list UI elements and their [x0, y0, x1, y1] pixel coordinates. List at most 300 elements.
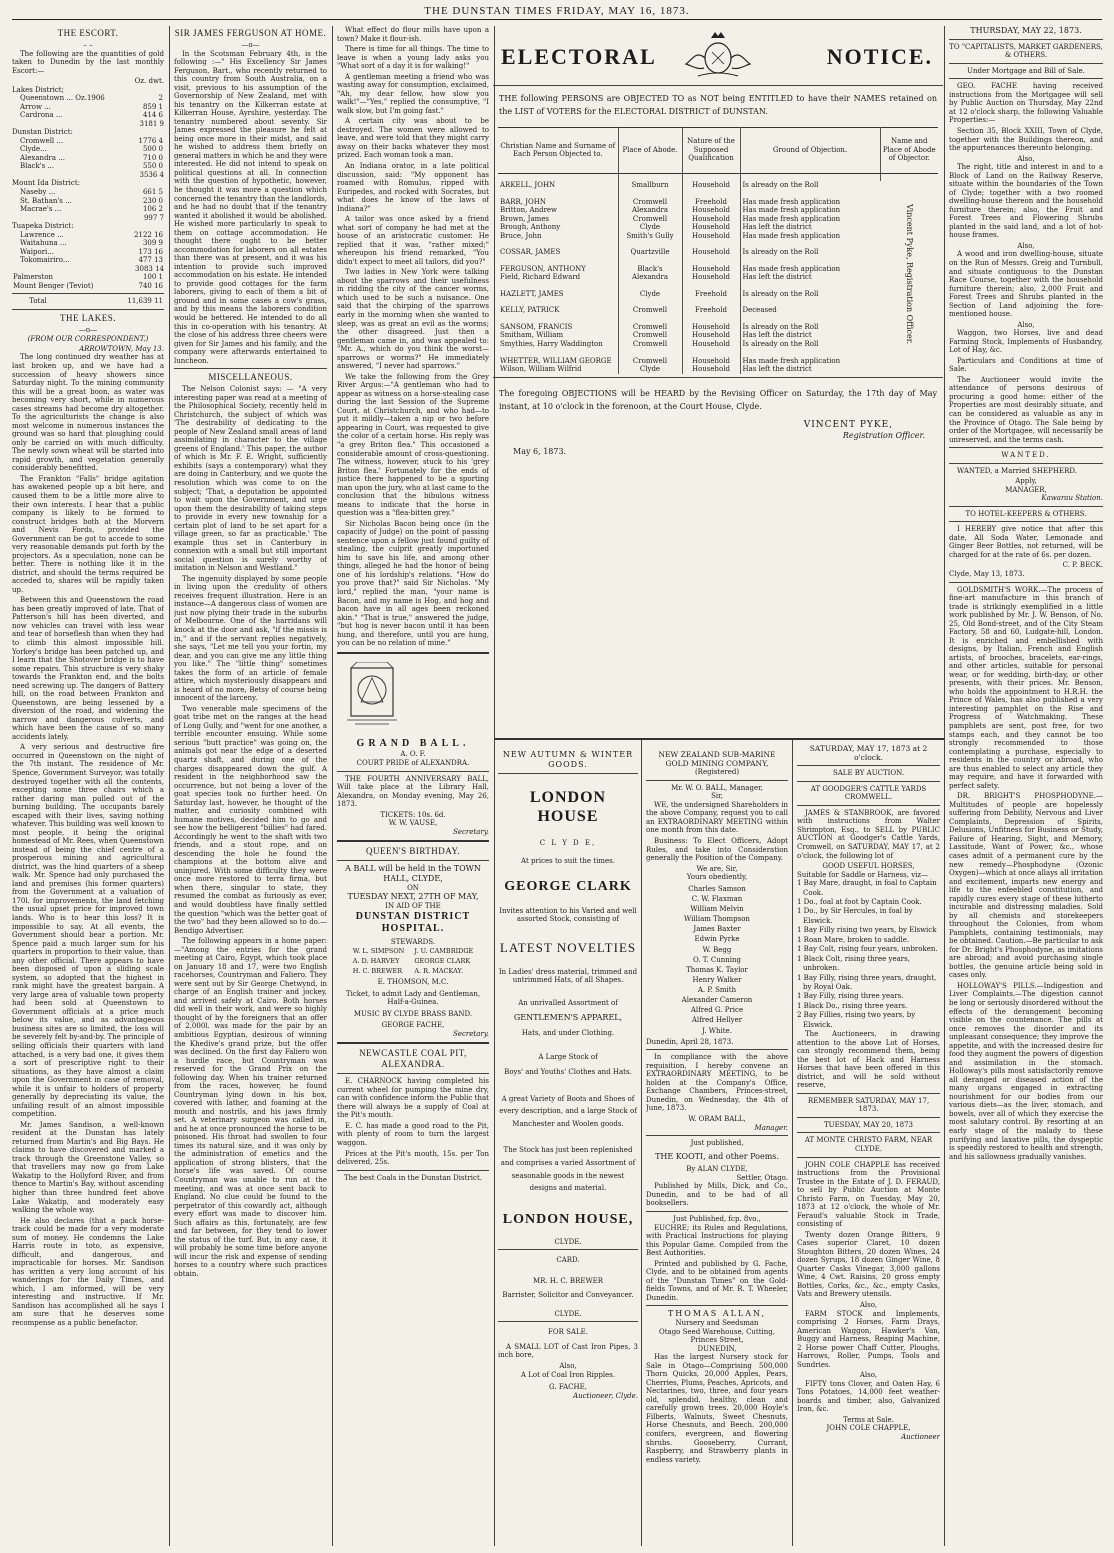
escort-place: Alexandra ...	[20, 153, 65, 162]
objected-name: WHETTER, WILLIAM GEORGE	[498, 357, 618, 366]
also: Also,	[1017, 241, 1035, 250]
farm-stock: FARM STOCK and Implements, comprising 2 Horses, Farm Drays, American Waggon, Hawker's Van, Buggy and Harness, Reaping Machine, 2 Horse power Chaff Cutter, Ploughs, Harrows, Roller, Pumps, Tools and Sundries.	[797, 1309, 940, 1369]
registered: (Registered)	[694, 768, 740, 777]
table-row	[498, 215, 938, 224]
manager: MANAGER,	[1005, 485, 1047, 494]
clyde: C L Y D E,	[539, 838, 597, 847]
objected-name: Brough, Anthony	[498, 223, 618, 232]
just-published: Just published,	[690, 1139, 744, 1148]
shepherd: WANTED, a Married SHEPHERD.	[957, 466, 1077, 475]
fache-text: GEO. FACHE having received instructions from the Mortgagee will sell by Public Auction on Thursday, May 22nd at 12 o'clock sharp, the following Valuable Properties:—	[949, 82, 1103, 125]
qb-date: TUESDAY NEXT, 27TH OF MAY,	[347, 892, 479, 902]
divider	[337, 1073, 489, 1074]
dunedin: DUNEDIN,	[697, 1344, 737, 1353]
divider	[12, 293, 164, 294]
qualification: Household	[682, 265, 740, 274]
table-row	[498, 340, 938, 349]
manager: Manager.	[754, 1123, 788, 1132]
saturday-title: SATURDAY, MAY 17, 1873 at 2 o'clock.	[809, 744, 928, 763]
qualification: Household	[682, 340, 740, 349]
also: Also,	[1017, 154, 1035, 163]
ground: Has left the district	[742, 223, 812, 232]
objected-name: COSSAR, JAMES	[498, 248, 618, 257]
masthead-rule	[12, 19, 1102, 20]
escort-place: St. Bathan's ...	[20, 196, 72, 205]
article-paragraph: The ingenuity displayed by some people in living upon the credulity of others receives frequent illustration. Here is an instance—A dangerous class of women are just now plying their trade in the suburbs of Melbourne. One of the harridans will knock at the door and ask, "if the missis is in," and if the servant replies negatively, she says, "Let me tell you your fortin, my dear, and you can give me any little thing you like." The "little thing" sometimes takes the form of an article of female attire, which mysteriously disappears and is heard of no more, Betsy of course being innocent of the larceny.	[174, 574, 327, 703]
article-paragraph: He also declares (that a pack horse-track could be made for a very moderate sum of money. He condemns the Lake Harris route in toto, as expensive, difficult, and dangerous, and impracticable for horses. Mr. Sandison has written a very long account of his wanderings for the Daily Times, and which, I am informed, will be very interesting and instructive. If Mr. Sandison has accomplished all he says I am sure that he deserves some recompense as a public benefactor.	[12, 1216, 164, 1327]
good-horses: GOOD USEFUL HORSES,	[822, 862, 915, 871]
escort-value: 2	[158, 94, 163, 103]
list-item: 1 Black Colt, rising three years, unbroken.	[797, 954, 910, 973]
shareholder-list	[646, 884, 788, 1036]
divider	[949, 63, 1103, 64]
col-header-objector: Name and Place of Abode of Objector.	[880, 127, 938, 173]
ground: Has made fresh application	[742, 197, 841, 206]
escort-value: 710 0	[142, 153, 163, 162]
qualification: Freehold	[682, 198, 740, 207]
abode: Clyde	[618, 290, 682, 299]
chapple-text: JOHN COLE CHAPPLE has received instructions from the Provisional Trustee in the Estate of J. D. FERAUD, to sell by Public Auction at Monte Christo Farm, on Tuesday, May 20, 1873 at 12 o'clock, the whole of Mr. Feraud's valuable Stock in Trade, consisting of	[797, 1160, 940, 1229]
fache: G. FACHE,	[549, 1383, 587, 1392]
article-paragraph: The Nelson Colonist says: — "A very interesting paper was read at a meeting of the Philosophical Society, recently held in Christchurch, the subject of which was 'The desirability of dedicating to the people of New Zealand small areas of land assimilating in character to the village greens of England.' This paper, the author of which is Mr. F. E. Wright, sufficiently exhibits (says a contemporary) what they are doing in Canterbury, and we quote the resolution which was come to on the subject; 'That, a deputation be appointed to wait upon the Government, and urge upon them the desirability of taking steps to provide in every new township for a certain plot of land to be set apart for a village green, so far as practicable.' The example thus set in Canterbury in connexion with a small but still important social question is surely worthy of imitation in Nelson and Westland."	[174, 385, 327, 573]
col-header-name: Christian Name and Surname of Each Person Objected to.	[498, 127, 618, 173]
objected-name: HAZLETT, JAMES	[498, 290, 618, 299]
divider	[337, 1170, 489, 1171]
qualification: Freehold	[682, 290, 740, 299]
table-row	[498, 290, 938, 299]
list-item: 1 Bay Filly, rising three years.	[797, 992, 904, 1001]
george-clark: GEORGE CLARK	[504, 878, 632, 894]
article-paragraph: In the Scotsman February 4th, is the following :—" His Excellency Sir James Ferguson, Bart., who recently returned to this country from South Australia, on a visit, previous to his assumption of the Governorship of New Zealand, met with his tenantry on the Kilkerran estate at Kilkerran House, Ayrshire, yesterday. The tenantry numbered about seventy. Sir James expressed the pleasure he felt at being once more in their midst, and said he wished to address them briefly on general matters in which he and they were interested. He did not intend to speak on political questions at all. In connection with the question of hypothetic, however, he thought it was more a question which concerned the tenantry than the landlords, and he had no doubt that if the tenantry wanted it abolished it would be abolished. He wished more particularly to speak to them on cottage accommodation. He thought there ought to be better accommodation for laborers on all estates than there was at present, and it was his intention to provide such improved accommodation on his estate. He intended to provide good cottages for the farm laborers, giving to each of them a bit of ground and in some cases a cow's grass, and by this means the laborers condition would be bettered. He intended to do all this in co-operation with his tenantry. At the close of his address three cheers were given for Sir James and his family, and the company were afterwards entertained to luncheon.	[174, 49, 327, 365]
abode: Clyde	[618, 365, 682, 374]
qualification: Household	[682, 248, 740, 257]
objected-name: Smythies, Harry Waddington	[498, 340, 618, 349]
stock-list: Twenty dozen Orange Bitters, 9 Cases superior Claret, 10 dozen Stoughton Bitters, 20 dozen Wines, 24 dozen Syrups, 18 dozen Ginger Wine, 8 Quarter Casks Vinegar, 3,000 gallons Wine, 4 Cwt. Raisins, 20 gross empty Bottles, Corks, &c., &c., empty Casks, Vats and Brewery utensils.	[797, 1230, 940, 1299]
notice-signatory-title: Registration Officer.	[842, 430, 925, 440]
table-row	[12, 205, 164, 214]
escort-district: Tuapeka District:	[12, 222, 74, 231]
column-rule	[792, 740, 793, 1546]
escort-subtotal: 997 7	[143, 213, 164, 222]
qualification: Household	[682, 206, 740, 215]
column-rule	[332, 26, 333, 1546]
convene: In compliance with the above requisition, I hereby convene an EXTRAORDINARY MEETING, to be holden at the Company's Office, Exchange Chambers, Princes-street, Dunedin, on Wednesday, the 4th of June, 1873.	[646, 1053, 788, 1113]
station: Kawarau Station.	[1041, 494, 1103, 503]
escort-value: 106 2	[142, 205, 163, 214]
ground: Has left the district	[742, 331, 812, 340]
extra-value: 740 16	[138, 281, 163, 290]
qualification: Household	[682, 357, 740, 366]
addressee: Mr. W. O. BALL, Manager,	[671, 783, 763, 792]
steward: GEORGE CLARK	[414, 957, 471, 966]
qualification: Household	[682, 181, 740, 190]
divider	[493, 377, 943, 378]
escort-subtotal: 3083 14	[135, 264, 164, 273]
qb-aid: IN AID OF THE	[385, 901, 441, 910]
escort-value: 477 13	[138, 256, 163, 265]
divider	[797, 1093, 940, 1094]
prices: At prices to suit the times.	[521, 857, 615, 866]
list-item: 1 Bay Colt, rising four years, unbroken.	[797, 945, 938, 954]
article-paragraph: The long continued dry weather has at last broken up, and we have had a succession of heavy showers since Saturday night. To the mining community this will be a great boon, as water was becoming very short, while in numerous cases streams had become dry altogether. To the agriculturists the change is also most welcome in numerous instances the ground was so hard that ploughing could only be carried on with much difficulty. The newly sown wheat will be started into rapid growth, and vegetation generally considerably benefitted.	[12, 353, 164, 473]
brewer: MR. H. C. BREWER	[532, 1276, 604, 1285]
table-row	[498, 357, 938, 366]
col-header-ground: Ground of Objection.	[740, 127, 880, 173]
yours: Yours obediently,	[686, 873, 748, 882]
column-rule	[641, 740, 642, 1546]
ball-signature: W. ORAM BALL,	[688, 1115, 746, 1124]
table-row	[498, 198, 938, 207]
article-paragraph: There is time for all things. The time to leave is when a young lady asks you "What sort of a day it is for walking!"	[337, 45, 489, 71]
divider	[797, 1157, 940, 1158]
article-paragraph: The following appears in a home paper:—"Among the entries for the grand meeting at Cairo, Egypt, which took place on January 18 and 17, were two English racehorses, Countryman and Faliero. They were sent out by Sir George Chetwynd, in charge of an English trainer and jockey, and arrived safely at Cairo. Both horses did well in their work, and were so highly thought of by the foreigners that an offer of 2,000l. was made for the pair by an ambitious Egyptian, desirous of winning the Khedive's grand prize, but the offer was declined. On the first day Faliero won a hurdle race, but Countryman was reserved for the Grand Prix on the following day. When his trainer returned from the races, however, he found Countryman lying down in his box, covered with lather, and foaming at the mouth and nostrils, and his jaws firmly set. A veterinary surgeon was called in, and he at once pronounced the horse to be poisoned. His throat had swollen to four times its natural size, and it was only by the administration of emetics and the application of strong blisters, that the horse's life was saved. Of course Countryman was unable to run at the meeting, and was at once sent back to England. No clue could be found to the perpetrator of this cowardly act, although every effort was made to discover him. Such affairs as this, fortunately, are few and far between, for they tend to lower the status of the turf. But, in any case, it will probably be some time before anyone will incur the risk and expense of sending horses to a country where such practices obtain.	[174, 937, 327, 1278]
divider	[949, 506, 1103, 507]
qb-ticket: Ticket, to admit Lady and Gentleman, Half-a-Guinea.	[345, 989, 481, 1007]
table-row	[12, 188, 164, 197]
escort-group	[12, 231, 164, 265]
settler: Settler, Otago.	[736, 1173, 788, 1182]
beck: C. P. BECK.	[1062, 561, 1103, 570]
table-row	[12, 239, 164, 248]
mc: E. THOMSON, M.C.	[377, 978, 449, 987]
hay: FIFTY tons Clover, and Oaten Hay, 6 Tons Potatoes, 14,000 feet weather-boards and timber, also, Galvanized Iron, &c.	[797, 1379, 940, 1414]
abode: Smallburn	[618, 181, 682, 190]
divider	[12, 309, 164, 310]
shareholder-name: Thomas K. Taylor	[686, 965, 748, 974]
col-header-abode: Place of Abode.	[618, 127, 682, 173]
spacer-row	[498, 298, 938, 306]
escort-district: Mount Ida District:	[12, 179, 81, 188]
requisition: WE, the undersigned Shareholders in the above Company, request you to call an EXTRAORDINARY MEETING within one month from this date.	[646, 800, 788, 835]
escort-title: THE ESCORT.	[57, 28, 119, 38]
escort-value: 661 5	[142, 188, 163, 196]
escort-subtotal: 3181 9	[139, 119, 164, 128]
escort-place: Tokomairiro...	[20, 256, 70, 265]
escort-value: 500 0	[142, 145, 163, 154]
escort-value: 2122 16	[134, 230, 163, 239]
euchre: EUCHRE; its Rules and Regulations, with Practical Instructions for playing this Popular Game. Compiled from the Best Authorities.	[646, 1223, 788, 1258]
divider	[949, 447, 1103, 448]
divider	[493, 85, 943, 86]
table-row	[498, 331, 938, 340]
spacer-row	[498, 190, 938, 198]
escort-place: Arrow ...	[20, 102, 51, 111]
escort-total	[12, 297, 164, 306]
objected-name: Bruce, John	[498, 232, 618, 241]
cattle-yards: AT GOODGER'S CATTLE YARDS CROMWELL.	[810, 784, 927, 802]
holloway: HOLLOWAY'S PILLS.—Indigestion and Liver Complaints.—The digestion cannot be long or seriously disordered without the effects of the derangement becoming visible on the countenance. The pills at once removes the disorder and its unpleasant consequence; they improve the appetite, and with the increased desire for food they augment the powers of digestion and assimilation in the stomach. Holloway's pills most satisfactorily remove all deranged or diseased action of the many organs engaged in extracting nourishment for our bodies from our various diets—as the liver, stomach, and bowels, over all of which they exercise the most salutary control. By resorting at an early stage of the malady to these purifying and laxative pills, the dyspeptic is speedily restored to health and strength, and his sallowness gradually vanishes.	[949, 981, 1103, 1161]
remember: REMEMBER SATURDAY, MAY 17, 1873.	[807, 1096, 930, 1114]
abode: Alexandra	[618, 273, 682, 282]
objected-name: SANSOM, FRANCIS	[498, 323, 618, 332]
shareholder-name: J. White.	[702, 1026, 732, 1035]
list-item: 1 Do., by Sir Hercules, in foal by Elswick.	[797, 907, 913, 925]
divider	[949, 463, 1103, 464]
escort-district: Lakes District;	[12, 85, 64, 94]
sale-text: A SMALL LOT of Cast Iron Pipes, 3 inch bore,	[498, 1342, 638, 1360]
divider	[797, 781, 940, 782]
ground: Is already on the Roll	[742, 248, 819, 257]
auctioneer: Auctioneer, Clyde.	[573, 1391, 638, 1400]
horse-list	[797, 879, 940, 1030]
waggon: Waggon, two Horses, live and dead Farming Stock, Implements of Husbandry, Lot of Hay, &c.	[949, 329, 1103, 355]
ferguson-title: SIR JAMES FERGUSON AT HOME.	[174, 28, 327, 38]
abode: Clyde	[618, 223, 682, 232]
list-item: 1 Bay Filly rising two years, by Elswick	[797, 926, 937, 935]
divider	[337, 771, 489, 772]
ornament: —o—	[78, 325, 98, 334]
qualification: Household	[682, 331, 740, 340]
qualification: Household	[682, 365, 740, 374]
article-paragraph: An Indiana orator, in a late political discussion, said: "My opponent has roamed with Romulus, ripped with Euripedes, and rocked with Socrates, but what does he know of the laws of Indiana?"	[337, 161, 489, 213]
qb-music: MUSIC BY CLYDE BRASS BAND.	[353, 1009, 473, 1018]
escort-value: 550 0	[142, 162, 163, 171]
qualification: Household	[682, 323, 740, 332]
column-1	[12, 26, 164, 1546]
notice-intro: THE following PERSONS are OBJECTED TO as NOT being ENTITLED to have their NAMES retained on the LIST of VOTERS for the ELECTORAL DISTRICT of DUNSTAN.	[499, 94, 937, 116]
notice-word-1: ELECTORAL	[501, 44, 657, 69]
table-row	[12, 256, 164, 265]
steward: A. D. HARVEY	[352, 957, 400, 966]
column-6	[797, 744, 940, 1544]
also: Also,	[559, 1362, 577, 1371]
divider	[797, 1117, 940, 1118]
ball-secretary: Secretary.	[453, 827, 489, 836]
abode: Cromwell	[618, 340, 682, 349]
also: Also,	[859, 1301, 878, 1309]
spacer-row	[498, 349, 938, 357]
wanted: WANTED.	[1001, 451, 1051, 460]
list-item: 1 Bay Mare, draught, in foal to Captain Cook.	[797, 879, 937, 897]
objected-name: Wilson, William Wilfrid	[498, 365, 618, 374]
london-house-2: LONDON HOUSE,	[502, 1211, 634, 1227]
table-row	[498, 265, 938, 274]
spacer-row	[498, 315, 938, 323]
ball-court: COURT PRIDE of ALEXANDRA.	[356, 758, 470, 767]
article-paragraph: A certain city was about to be destroyed. The women were allowed to leave, and were told that they might carry away on their backs whatever they most prized. Each woman took a man.	[337, 117, 489, 160]
ground: Has made fresh application	[742, 264, 841, 273]
divider	[646, 1135, 788, 1136]
bottles-notice: I HEREBY give notice that after this date, All Soda Water, Lemonade and Ginger Beer Bottles, not returned, will be charged for at the rate of 6s. per dozen.	[949, 525, 1103, 559]
hats: Hats, and under Clothing.	[521, 1028, 615, 1037]
sale-by-auction: SALE BY AUCTION.	[832, 769, 905, 778]
escort-intro: The following are the quantities of gold taken to Dunedin by the last monthly Escort:—	[12, 49, 164, 75]
divider	[498, 1249, 638, 1250]
divider	[337, 1042, 489, 1044]
shareholder-name: Alfred Hellyer	[691, 1016, 743, 1025]
divider	[495, 738, 944, 740]
ground: Has made fresh application	[742, 206, 841, 215]
table-row	[12, 145, 164, 154]
divider	[646, 1049, 788, 1050]
article-paragraph: The Frankton "Falls" bridge agitation has awakened people up a bit here, and caused them to be a little more alive to their own interests. I hear that a public company is likely to be formed to construct bridges both at the Morvern and Nevis Fords, provided the Government can be got to accede to some very reasonable demands put forth by the projectors. As a speculation, none can be better. There is nothing like it in the district, and should the terms required be acceded to, shares will be rapidly taken up.	[12, 474, 164, 594]
escort-place: Queenstown ... Oz.1906	[20, 94, 105, 103]
qualification: Household	[682, 223, 740, 232]
shareholder-name: C. W. Flaxman	[691, 894, 743, 903]
shareholder-name: William Thompson	[684, 915, 750, 924]
article-paragraph: What effect do flour mills have upon a town? Make it flour-ish.	[337, 26, 489, 43]
notice-signatory: VINCENT PYKE,	[803, 419, 893, 430]
col-header-qualification: Nature of the Supposed Qualification	[682, 127, 740, 173]
ground: Is already on the Roll	[742, 340, 819, 348]
suitable: Suitable for Saddle or Harness, viz—	[797, 870, 929, 879]
article-paragraph: Between this and Queenstown the road has been greatly improved of late. That of Patterson's hill has been diverted, and now vehicles can travel with less wear and tear of horseflesh than when they had to climb this almost impossible hill. Yorkey's bridge has been patched up, and I learn that the Shotover bridge is to have some repairs. This structure is very shaky towards the Frankton end, and the bolts need screwing up. The dangers of Battery hill, on the road between Frankton and Queenstown, are being lessened by a diversion of the road, and widening the narrow and dangerous culverts, and which have been the cause of so many accidents lately.	[12, 596, 164, 741]
abode: Quartzville	[618, 248, 682, 257]
steward: H. C. BREWER	[352, 967, 403, 976]
list-item: 1 Bay Filly, rising three years, draught, by Royal Oak.	[797, 973, 937, 991]
objected-name: Britton, Andrew	[498, 206, 618, 215]
divider	[797, 805, 940, 806]
shareholder-name: Edwin Pyrke	[694, 935, 740, 944]
misc-title: MISCELLANEOUS.	[208, 372, 293, 383]
shareholder-name: Alfred G. Price	[690, 1006, 744, 1015]
notice-title	[493, 30, 943, 82]
divider	[646, 1305, 788, 1306]
abode: Cromwell	[618, 357, 682, 366]
also: Also,	[1017, 320, 1035, 329]
also: Also,	[859, 1371, 878, 1380]
article-paragraph: A very serious and destructive fire occurred in Queenstown on the night of the 7th instant. The residence of Mr. Spence, Government Surveyor, was totally destroyed together with all the contents, excepting some three chairs which a rather daring man pulled out of the burning building. The occupants barely escaped with their lives, saving nothing whatever. This building was well known to most people, it being the original homestead of Mr. Rees, when Queenstown instead of being the chief centre of a prosperous mining and agricultural district, was the hind quarters of a sheep walk. Mr. Spence had only purchased the land and premises (his former quarters) from the Government at a valuation of 170l. for improvements, the land fetching the usual upset price for improved town lands. Who is to bear this loss? It is impossible to say. At all events, the Government should bear a portion. Mr. Spence paid a much larger sum for his quarters in proportion to their value, than any other official. There appears to have been disposed of upon a sliding scale system, so adopted that the highest in rank might have the greatest bargain. A very large area of valuable town property had been sold at Queenstown to Government officials at a price much below its value, and as advantageous business sites are so limited, the loss will be severely felt by-and-by. The principle of selling officials their quarters with land attached, is a very bad one, it gives them a sort of prescriptive right to their situations, as they have almost a claim upon the Government in case of removal, while it is unfair to holders of property generally by depreciating its value, the unfailing result of an almost impossible competition.	[12, 743, 164, 1119]
table-row	[498, 323, 938, 332]
masthead	[0, 0, 1114, 22]
shareholder-name: W. Begg	[702, 945, 732, 954]
notice-foot: The foregoing OBJECTIONS will be HEARD by the Revising Officer on Saturday, the 17th day of May instant, at 10 o'clock in the forenoon, at the Court House, Clyde.	[499, 388, 937, 412]
spacer-row	[498, 257, 938, 265]
escort-value: 859 1	[142, 102, 163, 111]
table-row	[498, 206, 938, 215]
shareholder-name: James Baxter	[693, 925, 741, 934]
qb-on: ON	[407, 883, 419, 892]
ornament: —o—	[241, 40, 260, 49]
table-row	[12, 154, 164, 163]
column-3	[337, 26, 489, 1546]
escort-place: Naseby ...	[20, 188, 56, 196]
objected-name: Field, Richard Edward	[498, 273, 618, 282]
ground: Has left the district	[742, 365, 812, 374]
notice-date: May 6, 1873.	[513, 446, 567, 456]
nursery-stock: Has the largest Nursery stock for Sale in Otago—Comprising 500,000 Thorn Quicks, 20,000 Apples, Pears, Cherries, Plums, Peaches, Apricots, and Nectarines, two, three, and four years old, splendid, healthy, clean and carefully grown trees. 20,000 Hoyle's Filberts, Walnuts, Sweet Chesnuts, Horse Chesnuts, and Beech. 200,000 conifers, evergreen, and flowering shrubs. Gooseberry, Currant, Raspberry, and Strawberry plants in endless variety.	[646, 1353, 788, 1464]
divider	[797, 765, 940, 766]
otago-seed: Otago Seed Warehouse, Cutting, Princes Street,	[658, 1327, 776, 1345]
barrister: Barrister, Solicitor and Conveyancer.	[502, 1291, 634, 1300]
ball-tickets: TICKETS: 10s. 6d.	[380, 810, 446, 819]
list-item: 1 Black Do., rising three years.	[797, 1001, 908, 1010]
london-house: LONDON HOUSE	[529, 788, 607, 826]
coal-text: E. CHARNOCK having completed his current wheel for pumping the mine dry, can with confidence inform the Public that there will always be a supply of Coal at the Pit's mouth.	[337, 1077, 489, 1120]
royal-crest-icon	[678, 30, 758, 80]
shareholder-name: William Melvin	[690, 904, 744, 913]
abode: Black's	[618, 265, 682, 274]
autumn-head: NEW AUTUMN & WINTER GOODS.	[502, 750, 634, 769]
particulars: Particulars and Conditions at time of Sale.	[949, 356, 1103, 374]
ball-signatory: W. W. VAUSE,	[388, 819, 438, 828]
ground: Is already on the Roll	[742, 322, 819, 331]
escort-unit: Oz. dwt.	[134, 77, 164, 86]
objections-body	[498, 173, 938, 374]
coal-price: Prices at the Pit's mouth, 15s. per Ton delivered, 25s.	[337, 1149, 489, 1167]
clyde-date: Clyde, May 13, 1873.	[949, 569, 1025, 578]
abode: Cromwell	[618, 306, 682, 315]
mortgage: Under Mortgage and Bill of Sale.	[967, 66, 1085, 75]
escort-value: 230 0	[142, 196, 163, 205]
divider	[498, 773, 638, 774]
qb-secretary: Secretary.	[453, 1029, 489, 1038]
auctioneer: Auctioneer	[901, 1432, 940, 1441]
spacer-row	[498, 282, 938, 290]
table-row	[12, 111, 164, 120]
escort-place: Cromwell ...	[20, 136, 64, 145]
table-row	[12, 94, 164, 103]
abode: Smith's Gully	[618, 232, 682, 241]
company-date: Dunedin, April 28, 1873.	[646, 1037, 734, 1046]
divider	[646, 1211, 788, 1212]
divider	[949, 582, 1103, 583]
thursday-title: THURSDAY, MAY 22, 1873.	[970, 26, 1082, 35]
table-row	[498, 232, 938, 241]
table-row	[498, 273, 938, 282]
escort-value: 309 9	[142, 239, 163, 248]
escort-place: Waipori...	[20, 247, 54, 256]
salutation: Sir,	[711, 792, 723, 801]
terms: Terms at Sale.	[843, 1415, 894, 1424]
steward: J. U. CAMBRIDGE	[414, 947, 474, 956]
card: CARD.	[556, 1256, 580, 1265]
table-row	[12, 162, 164, 171]
clyde-2: CLYDE.	[554, 1237, 582, 1246]
divider	[797, 1132, 940, 1133]
shareholder-name: Alexander Cameron	[681, 996, 753, 1005]
invites: Invites attention to his Varied and well assorted Stock, consisting of	[499, 906, 637, 924]
article-paragraph: Two venerable male specimens of the goat tribe met on the ranges at the head of Long Gully, and "went for one another, a terrible encounter ensuing. While some serious "butt practice" was going on, the animals got near the edge of a deserted quartz shaft, and during one of the charges disappeared down the gulf. A resident in the neighborhood saw the occurrence, but not being a lover of the goat species took no further heed. On Saturday last, however, he thought of the matter, and curiosity combined with humane motives, decided him to go and see how the belligerent "billies" had fared. Accordingly he went to the shaft with two friends, and a stout rope, and on descending the hole he found the champions at the bottom alive and uninjured. With some difficulty they were once more restored to terra firma, but when there, singular to state, they resumed the combat as furiously as ever, and would doubtless have finally settled the question "which was the better goat of the two" had they been allowed so to do.—Bendigo Advertiser.	[174, 704, 327, 935]
phosphodyne: DR. BRIGHT'S PHOSPHODYNE.—Multitudes of people are hopelessly suffering from Debility, Nervous and Liver Complaints, Depression of Spirits, Delusions, Unfitness for Business or Study, Failure of Hearing, Sight, and Memory, Lassitude, Want of Power, &c., whose cases admit of a permanent cure by the new remedy—Phosphodyne (Ozonic Oxygen)—which at once allays all irritation and excitement, imparts new energy and life to the enfeebled constitution, and rapidly cures every stage of these hitherto incurable and distressing maladies. Sold by all chemists and storekeepers throughout the Colonies, from whom Pamphlets, containing testimonials, may be obtained. Caution.—Be particular to ask for Dr. Bright's Phosphodyne, as imitations are abroad; and avoid purchasing single bottles, the genuine article being sold in cases only.	[949, 792, 1103, 980]
ground: Has made fresh application	[742, 356, 841, 365]
gentlemens: GENTLEMEN'S APPAREL,	[513, 1013, 623, 1023]
ground: Is already on the Roll	[742, 181, 819, 190]
article-paragraph: Mr. James Sandison, a well-known resident at the Dunstan has lately returned from Martin's and Big Bays. He claims to have discovered and marked a track through the Greenstone Valley, so that travellers may now go from Lake Wakatip to the Hollyford River, and from thence to Martin's Bay, without ascending higher than three hundred feet above Lake Wakatip, and moderately easy walking the whole way.	[12, 1120, 164, 1215]
by-author: By ALAN CLYDE,	[686, 1165, 748, 1174]
capitalists: TO "CAPITALISTS, MARKET GARDENERS, & OTHERS.	[949, 42, 1103, 60]
divider	[498, 1321, 638, 1322]
divider	[337, 652, 489, 654]
objected-name: ARKELL, JOHN	[498, 181, 618, 190]
escort-value: 414 6	[142, 111, 163, 120]
shareholder-name: A. P. Smith	[697, 986, 737, 995]
abode: Cromwell	[618, 198, 682, 207]
divider	[949, 39, 1103, 40]
objected-name: Brown, James	[498, 215, 618, 224]
abode: Alexandra	[618, 206, 682, 215]
column-rule	[944, 26, 945, 1546]
steward: A. R. MACKAY.	[414, 967, 464, 976]
qualification: Household	[682, 215, 740, 224]
table-row	[498, 365, 938, 374]
escort-place: Waitahuna ...	[20, 239, 67, 248]
ripples: A Lot of Coal Iron Ripples.	[520, 1370, 616, 1379]
stewards-table	[347, 946, 480, 978]
chapple-signature: JOHN COLE CHAPPLE,	[826, 1424, 911, 1433]
spacer-row	[498, 173, 938, 181]
escort-place: Clyde...	[20, 145, 47, 154]
ground: Has made fresh application	[742, 231, 841, 240]
ball-text: THE FOURTH ANNIVERSARY BALL, Will take place at the Library Hall, Alexandra, on Monday evening, May 26, 1873.	[337, 774, 489, 809]
objected-name: FERGUSON, ANTHONY	[498, 265, 618, 274]
electoral-notice	[493, 30, 943, 738]
monte-christo: AT MONTE CHRISTO FARM, NEAR CLYDE.	[804, 1136, 933, 1153]
masthead-text: THE DUNSTAN TIMES FRIDAY, MAY 16, 1873.	[424, 5, 690, 17]
article-paragraph: Two ladies in New York were talking about the sparrows and their usefulness in ridding the city of the cancer worms, which used to be such a nuisance. One said that the chirping of the sparrows early in the morning when she wanted to sleep, was as great an evil as the worms; the other disagreed. Just then a gentleman came in, and was appealed to: "Mr. A., which do you think the worst—sparrows or worms?" He immediately answered, "I never had sparrows."	[337, 268, 489, 371]
coal-title: NEWCASTLE COAL PIT, ALEXANDRA.	[359, 1048, 467, 1070]
stock: The Stock has just been replenished and comprises a varied Assortment of seasonable goods in the newest designs and material.	[500, 1146, 636, 1193]
